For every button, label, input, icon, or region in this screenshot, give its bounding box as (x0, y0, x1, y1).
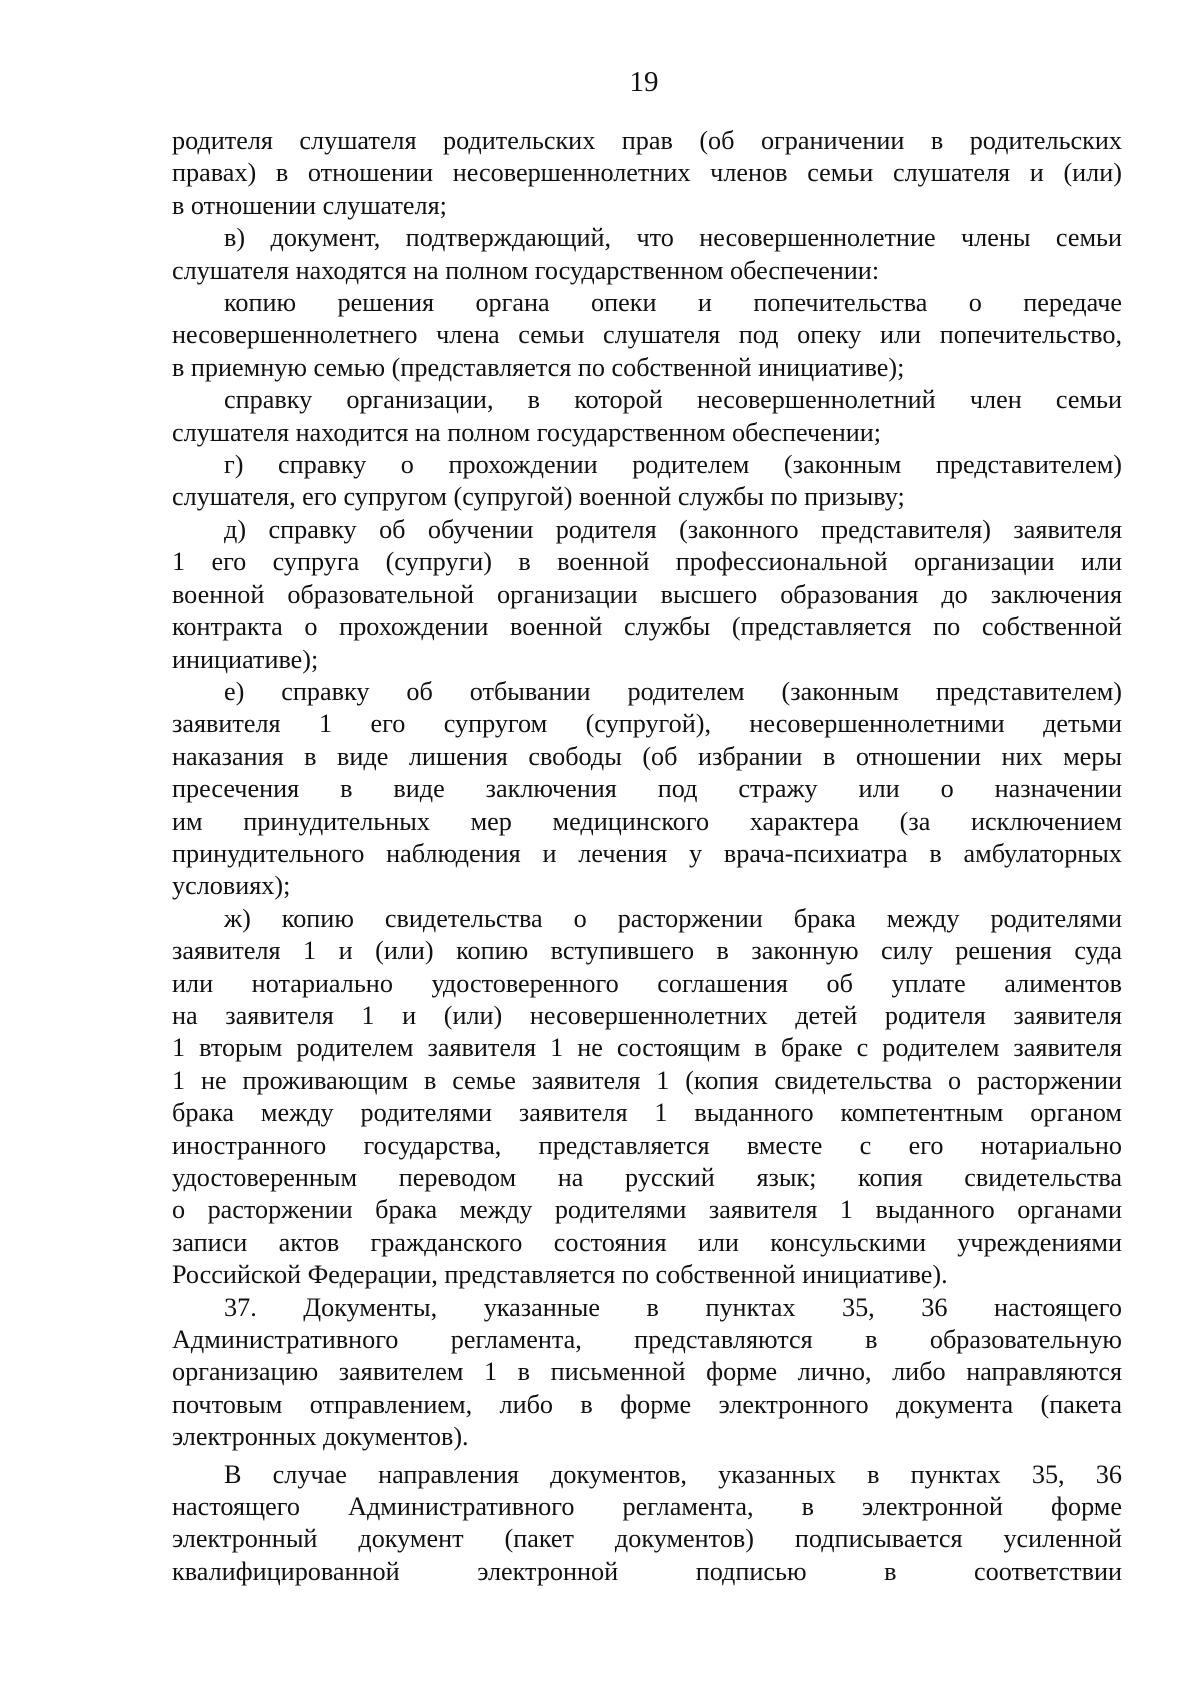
text-line: электронных документов). (172, 1422, 469, 1452)
text-line: 1 вторым родителем заявителя 1 не состоящим в браке с родителем заявителя (172, 1033, 1122, 1063)
text-line: слушателя, его супругом (супругой) военной службы по призыву; (172, 482, 905, 512)
text-line: или нотариально удостоверенного соглашения об уплате алиментов (172, 968, 1122, 998)
paragraph (172, 125, 1122, 222)
text-line: д) справку об обучении родителя (законного представителя) заявителя (224, 514, 1122, 544)
text-line: справку организации, в которой несовершеннолетний член семьи (224, 385, 1122, 415)
paragraph (172, 287, 1122, 384)
text-line: организацию заявителем 1 в письменной форме лично, либо направляются (172, 1357, 1122, 1387)
text-line: брака между родителями заявителя 1 выданного компетентным органом (172, 1098, 1122, 1128)
text-line: копию решения органа опеки и попечительства о передаче (224, 288, 1122, 318)
text-line: условиях); (172, 871, 291, 901)
text-line: несовершеннолетнего члена семьи слушателя под опеку или попечительство, (172, 320, 1122, 350)
paragraph (172, 514, 1122, 676)
text-line: Российской Федерации, представляется по собственной инициативе). (172, 1260, 948, 1290)
text-line: 1 его супруга (супруги) в военной профессиональной организации или (172, 547, 1122, 577)
document-body (172, 125, 1122, 1588)
text-line: г) справку о прохождении родителем (законным представителем) (224, 450, 1122, 480)
text-line: военной образовательной организации высшего образования до заключения (172, 579, 1122, 609)
text-line: пресечения в виде заключения под стражу или о назначении (172, 774, 1122, 804)
text-line: В случае направления документов, указанных в пунктах 35, 36 (224, 1459, 1122, 1489)
text-line: на заявителя 1 и (или) несовершеннолетних детей родителя заявителя (172, 1000, 1122, 1030)
text-line: родителя слушателя родительских прав (об ограничении в родительских (172, 126, 1122, 155)
text-line: правах) в отношении несовершеннолетних членов семьи слушателя и (или) (172, 158, 1122, 188)
text-line: слушателя находятся на полном государственном обеспечении: (172, 255, 880, 285)
paragraph (172, 1459, 1122, 1589)
text-line: в приемную семью (представляется по собственной инициативе); (172, 352, 905, 382)
text-line: квалифицированной электронной подписью в соответствии (172, 1556, 1122, 1586)
text-line: е) справку об отбывании родителем (законным представителем) (224, 676, 1122, 706)
text-line: наказания в виде лишения свободы (об избрании в отношении них меры (172, 741, 1122, 771)
text-line: контракта о прохождении военной службы (представляется по собственной (172, 612, 1122, 642)
text-line: в отношении слушателя; (172, 190, 447, 220)
paragraph (172, 449, 1122, 514)
text-line: слушателя находится на полном государственном обеспечении; (172, 417, 882, 447)
page-number: 19 (629, 66, 659, 98)
text-line: Административного регламента, представляются в образовательную (172, 1325, 1122, 1355)
text-line: записи актов гражданского состояния или консульскими учреждениями (172, 1227, 1122, 1257)
text-line: электронный документ (пакет документов) подписывается усиленной (172, 1524, 1122, 1554)
text-line: удостоверенным переводом на русский язык; копия свидетельства (172, 1163, 1122, 1192)
text-line: им принудительных мер медицинского характера (за исключением (172, 806, 1122, 836)
text-line: инициативе); (172, 644, 319, 674)
text-line: почтовым отправлением, либо в форме электронного документа (пакета (172, 1389, 1122, 1419)
text-line: иностранного государства, представляется вместе с его нотариально (172, 1130, 1122, 1160)
text-line: 37. Документы, указанные в пунктах 35, 36 настоящего (224, 1292, 1122, 1322)
text-line: заявителя 1 и (или) копию вступившего в законную силу решения суда (172, 936, 1122, 966)
paragraph (172, 1292, 1122, 1454)
paragraph (172, 222, 1122, 287)
text-line: в) документ, подтверждающий, что несовершеннолетние члены семьи (224, 223, 1122, 253)
text-line: принудительного наблюдения и лечения у врача-психиатра в амбулаторных (172, 838, 1122, 868)
text-line: заявителя 1 его супругом (супругой), несовершеннолетними детьми (172, 709, 1122, 739)
text-line: о расторжении брака между родителями заявителя 1 выданного органами (172, 1195, 1122, 1225)
paragraph (172, 903, 1122, 1292)
text-line: 1 не проживающим в семье заявителя 1 (копия свидетельства о расторжении (172, 1065, 1122, 1095)
text-line: ж) копию свидетельства о расторжении брака между родителями (224, 903, 1122, 933)
paragraph (172, 384, 1122, 449)
text-line: настоящего Административного регламента, в электронной форме (172, 1492, 1122, 1522)
paragraph (172, 676, 1122, 903)
